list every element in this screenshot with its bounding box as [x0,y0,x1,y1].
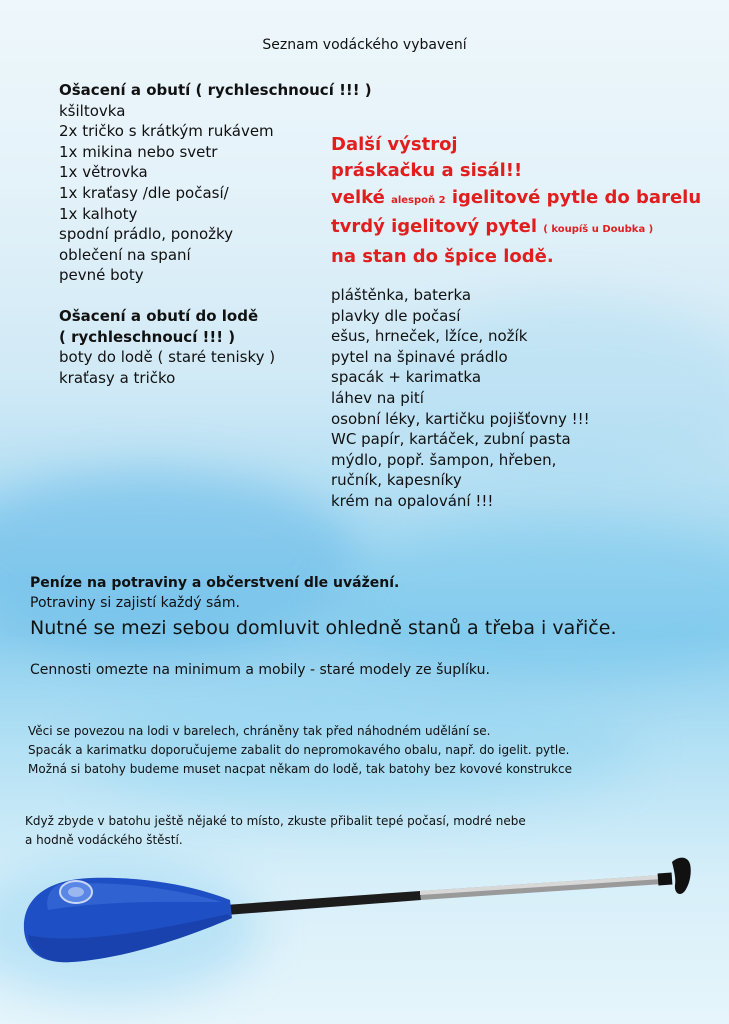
list-item: pevné boty [59,266,144,285]
list-item: krém na opalování !!! [331,491,494,510]
list-item: mýdlo, popř. šampon, hřeben, [331,450,557,469]
other-gear-line: velké alespoň 2 igelitové pytle do barelu [331,186,702,208]
list-item: ručník, kapesníky [331,471,462,490]
other-gear-line: na stan do špice lodě. [331,245,554,267]
list-item: WC papír, kartáček, zubní pasta [331,430,571,449]
clothing-section [59,80,372,286]
paddle-illustration [0,840,729,990]
transport-line: Spacák a karimatku doporučujeme zabalit do nepromokavého obalu, např. do igelit. pytle. [28,743,570,757]
boat-clothing-heading: Ošacení a obutí do lodě [59,307,259,325]
agreement-note: Nutné se mezi sebou domluvit ohledně stanů a třeba i vařiče. [30,617,617,639]
list-item: kšiltovka [59,101,126,120]
list-item: kraťasy a tričko [59,368,176,387]
list-item: ešus, hrneček, lžíce, nožík [331,327,528,346]
money-section [30,573,399,613]
closing-line: Když zbyde v batohu ještě nějaké to místo, zkuste přibalit tepé počasí, modré nebe [25,814,526,828]
money-text: Potraviny si zajistí každý sám. [30,595,240,611]
valuables-note: Cennosti omezte na minimum a mobily - staré modely ze šuplíku. [30,662,490,678]
list-item: 1x větrovka [59,163,148,182]
closing-line: a hodně vodáckého štěstí. [25,833,183,847]
list-item: láhev na pití [331,388,424,407]
paddle-icon [24,858,691,963]
other-gear-section [331,132,701,270]
other-gear-line: práskačku a sisál!! [331,160,523,182]
clothing-heading: Ošacení a obutí ( rychleschnoucí !!! ) [59,81,372,99]
list-item: oblečení na spaní [59,245,191,264]
other-gear-line: tvrdý igelitový pytel ( koupíš u Doubka ) [331,216,654,238]
list-item: pláštěnka, baterka [331,286,472,304]
note-small: alespoň 2 [391,194,446,206]
list-item: 1x kraťasy /dle počasí/ [59,183,229,202]
list-item: 1x kalhoty [59,204,138,223]
list-item: pytel na špinavé prádlo [331,347,508,366]
gear-list [331,285,590,512]
list-item: 2x tričko s krátkým rukávem [59,122,274,141]
list-item: 1x mikina nebo svetr [59,142,218,161]
boat-clothing-heading-note: ( rychleschnoucí !!! ) [59,327,236,346]
transport-notes [28,722,572,779]
list-item: osobní léky, kartičku pojišťovny !!! [331,409,590,428]
note-small: ( koupíš u Doubka ) [543,224,654,236]
list-item: spacák + karimatka [331,368,482,387]
list-item: plavky dle počasí [331,306,461,325]
other-gear-heading: Další výstroj [331,134,458,155]
transport-line: Věci se povezou na lodi v barelech, chráněny tak před náhodném udělání se. [28,724,491,738]
list-item: boty do lodě ( staré tenisky ) [59,348,276,367]
boat-clothing-section [59,306,275,388]
transport-line: Možná si batohy budeme muset nacpat někam do lodě, tak batohy bez kovové konstrukce [28,762,572,776]
page-title: Seznam vodáckého vybavení [262,37,467,53]
list-item: spodní prádlo, ponožky [59,225,234,244]
money-heading: Peníze na potraviny a občerstvení dle uvážení. [30,575,400,591]
